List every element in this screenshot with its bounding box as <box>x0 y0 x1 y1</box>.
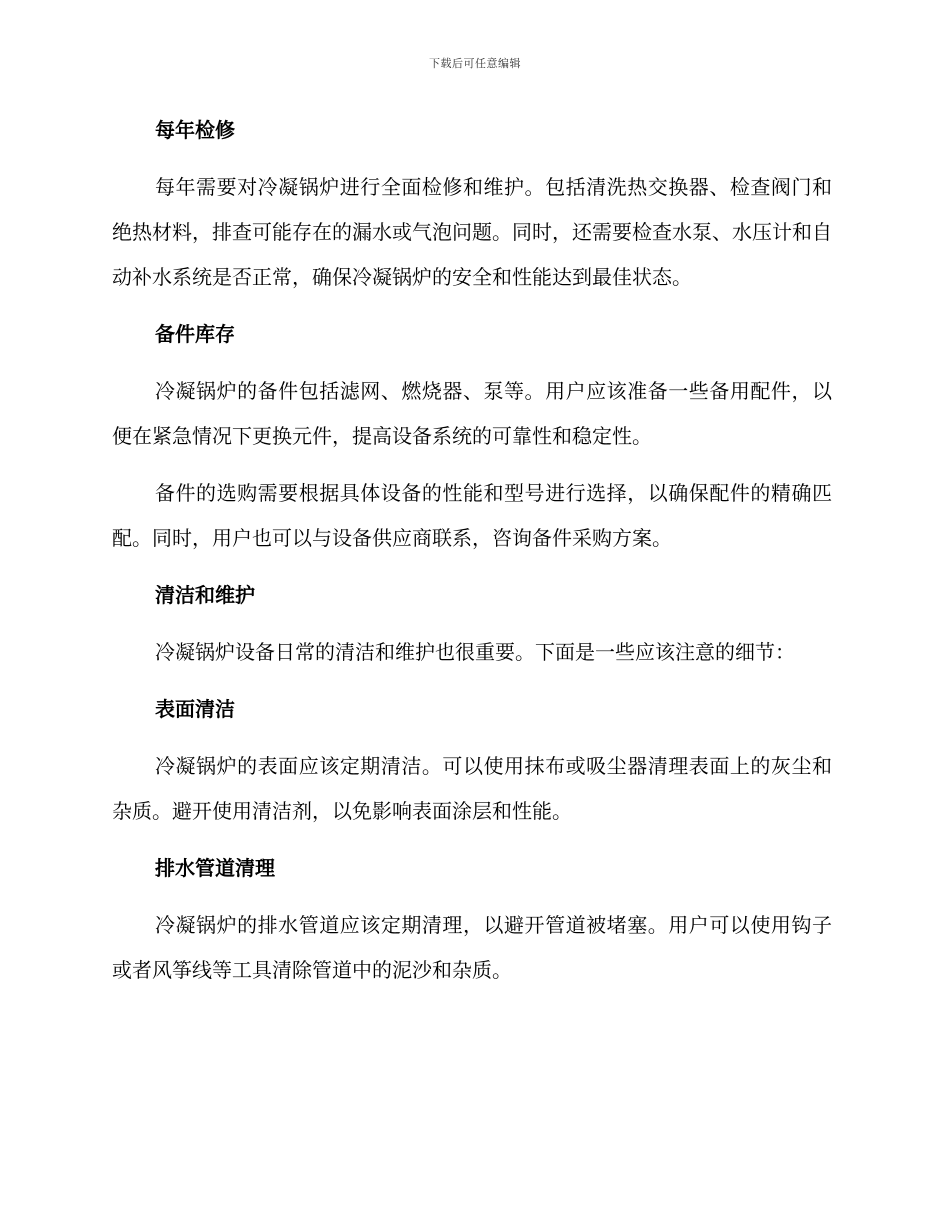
paragraph-surface-cleaning: 冷凝锅炉的表面应该定期清洁。可以使用抹布或吸尘器清理表面上的灰尘和杂质。避开使用清洁剂，以免影响表面涂层和性能。 <box>112 754 832 823</box>
paragraph-spare-parts-list: 冷凝锅炉的备件包括滤网、燃烧器、泵等。用户应该准备一些备用配件，以便在紧急情况下更换元件，提高设备系统的可靠性和稳定性。 <box>112 379 832 448</box>
paragraph-annual-inspection: 每年需要对冷凝锅炉进行全面检修和维护。包括清洗热交换器、检查阀门和绝热材料，排查可能存在的漏水或气泡问题。同时，还需要检查水泵、水压计和自动补水系统是否正常，确保冷凝锅炉的安全和性能达到最佳状态。 <box>112 175 832 289</box>
document-body <box>112 108 832 1005</box>
section-heading-drain-pipe-cleaning: 排水管道清理 <box>155 856 275 880</box>
section-heading-spare-parts: 备件库存 <box>155 322 235 346</box>
paragraph-drain-pipe-cleaning: 冷凝锅炉的排水管道应该定期清理，以避开管道被堵塞。用户可以使用钩子或者风筝线等工具清除管道中的泥沙和杂质。 <box>112 913 832 982</box>
section-heading-surface-cleaning: 表面清洁 <box>155 697 235 721</box>
paragraph-spare-parts-purchase: 备件的选购需要根据具体设备的性能和型号进行选择，以确保配件的精确匹配。同时，用户也可以与设备供应商联系，咨询备件采购方案。 <box>112 481 832 550</box>
section-heading-cleaning-maintenance: 清洁和维护 <box>155 583 255 607</box>
section-heading-annual-inspection: 每年检修 <box>155 118 235 142</box>
paragraph-cleaning-intro: 冷凝锅炉设备日常的清洁和维护也很重要。下面是一些应该注意的细节： <box>155 640 795 664</box>
page-header: 下载后可任意编辑 <box>429 57 521 70</box>
